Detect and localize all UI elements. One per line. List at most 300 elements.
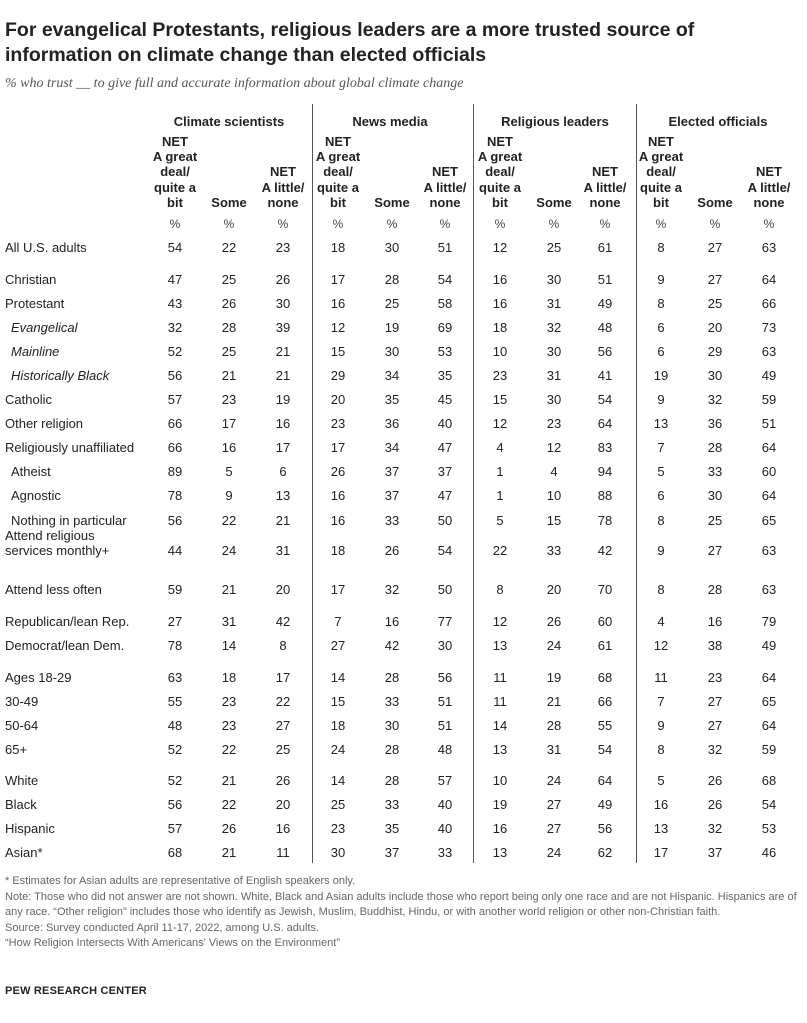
table-cell: 26 xyxy=(707,797,723,812)
table-cell: 66 xyxy=(167,440,183,455)
table-cell: 28 xyxy=(707,440,723,455)
table-cell: 47 xyxy=(437,488,453,503)
table-cell: 33 xyxy=(707,464,723,479)
table-cell: 47 xyxy=(167,272,183,287)
table-cell: 32 xyxy=(707,742,723,757)
table-cell: 88 xyxy=(597,488,613,503)
table-cell: 18 xyxy=(330,240,346,255)
table-cell: 20 xyxy=(330,392,346,407)
table-cell: 49 xyxy=(761,368,777,383)
column-header: Some xyxy=(536,194,572,210)
table-cell: 59 xyxy=(761,742,777,757)
table-cell: 79 xyxy=(761,614,777,629)
table-cell: 21 xyxy=(221,368,237,383)
table-cell: 51 xyxy=(761,416,777,431)
column-header: NET A little/ none xyxy=(261,164,305,210)
table-cell: 49 xyxy=(761,638,777,653)
row-label: All U.S. adults xyxy=(5,240,87,255)
table-cell: 30 xyxy=(275,296,291,311)
column-header: NET A little/ none xyxy=(747,164,791,210)
group-divider xyxy=(636,104,637,863)
row-label: Republican/lean Rep. xyxy=(5,614,130,629)
table-cell: 25 xyxy=(707,296,723,311)
row-label: Nothing in particular xyxy=(11,513,127,528)
table-cell: 23 xyxy=(707,670,723,685)
table-cell: 21 xyxy=(221,582,237,597)
table-cell: 16 xyxy=(492,272,508,287)
table-cell: 69 xyxy=(437,320,453,335)
table-cell: 54 xyxy=(761,797,777,812)
table-cell: 9 xyxy=(657,543,665,558)
table-cell: 53 xyxy=(437,344,453,359)
table-cell: 47 xyxy=(437,440,453,455)
row-label: Evangelical xyxy=(11,320,78,335)
table-cell: 19 xyxy=(275,392,291,407)
table-cell: 35 xyxy=(437,368,453,383)
table-cell: 16 xyxy=(492,296,508,311)
table-cell: 17 xyxy=(330,272,346,287)
table-cell: 63 xyxy=(761,582,777,597)
table-cell: 17 xyxy=(330,440,346,455)
table-cell: 66 xyxy=(167,416,183,431)
table-cell: 21 xyxy=(275,344,291,359)
chart-subtitle: % who trust __ to give full and accurate information about global climate change xyxy=(5,76,464,91)
row-label: Other religion xyxy=(5,416,84,431)
table-cell: 25 xyxy=(330,797,346,812)
table-cell: 66 xyxy=(597,694,613,709)
table-cell: 27 xyxy=(707,718,723,733)
pew-branding: PEW RESEARCH CENTER xyxy=(5,985,147,997)
table-cell: 8 xyxy=(657,513,665,528)
table-cell: 33 xyxy=(384,694,400,709)
table-cell: 50 xyxy=(437,513,453,528)
percent-unit-label: % xyxy=(494,217,506,231)
table-cell: 32 xyxy=(546,320,562,335)
table-cell: 16 xyxy=(330,488,346,503)
table-cell: 26 xyxy=(707,773,723,788)
table-cell: 37 xyxy=(384,845,400,860)
table-cell: 24 xyxy=(546,845,562,860)
table-cell: 23 xyxy=(275,240,291,255)
table-cell: 31 xyxy=(275,543,291,558)
table-cell: 4 xyxy=(657,614,665,629)
table-cell: 26 xyxy=(275,272,291,287)
table-cell: 41 xyxy=(597,368,613,383)
table-cell: 57 xyxy=(167,392,183,407)
table-cell: 58 xyxy=(437,296,453,311)
table-cell: 12 xyxy=(546,440,562,455)
table-cell: 27 xyxy=(707,240,723,255)
table-cell: 22 xyxy=(221,742,237,757)
table-cell: 64 xyxy=(761,718,777,733)
table-cell: 13 xyxy=(492,638,508,653)
note-methodology: Note: Those who did not answer are not shown. White, Black and Asian adults include those who report being only one race and are not Hispanic. Hispanics are of any race. “Other religion” includes those who identify as Jewish, Muslim, Buddhist, Hindu, or with another world religion or other non-Christian faith. xyxy=(5,890,797,918)
table-cell: 16 xyxy=(384,614,400,629)
table-cell: 27 xyxy=(707,272,723,287)
table-cell: 27 xyxy=(707,543,723,558)
table-cell: 15 xyxy=(492,392,508,407)
table-cell: 26 xyxy=(546,614,562,629)
table-cell: 30 xyxy=(546,392,562,407)
percent-unit-label: % xyxy=(599,217,611,231)
table-cell: 25 xyxy=(707,513,723,528)
table-cell: 20 xyxy=(275,797,291,812)
table-cell: 6 xyxy=(279,464,287,479)
group-title-religious-leaders: Religious leaders xyxy=(501,114,609,129)
row-label: Hispanic xyxy=(5,821,55,836)
table-cell: 30 xyxy=(384,240,400,255)
table-cell: 14 xyxy=(221,638,237,653)
percent-unit-label: % xyxy=(655,217,667,231)
table-cell: 8 xyxy=(657,742,665,757)
table-cell: 45 xyxy=(437,392,453,407)
table-cell: 56 xyxy=(167,797,183,812)
table-cell: 18 xyxy=(330,543,346,558)
table-cell: 20 xyxy=(546,582,562,597)
table-cell: 35 xyxy=(384,392,400,407)
table-cell: 37 xyxy=(707,845,723,860)
table-cell: 68 xyxy=(167,845,183,860)
table-cell: 57 xyxy=(167,821,183,836)
table-cell: 17 xyxy=(221,416,237,431)
row-label: Ages 18-29 xyxy=(5,670,72,685)
table-cell: 23 xyxy=(546,416,562,431)
table-cell: 30 xyxy=(330,845,346,860)
column-header: NET A little/ none xyxy=(423,164,467,210)
table-cell: 63 xyxy=(761,240,777,255)
table-cell: 25 xyxy=(221,272,237,287)
table-cell: 13 xyxy=(492,742,508,757)
table-cell: 12 xyxy=(330,320,346,335)
table-cell: 35 xyxy=(384,821,400,836)
table-cell: 25 xyxy=(546,240,562,255)
column-header: NET A great deal/ quite a bit xyxy=(315,134,361,210)
table-cell: 65 xyxy=(761,694,777,709)
row-label: Atheist xyxy=(11,464,51,479)
table-cell: 10 xyxy=(492,344,508,359)
table-cell: 23 xyxy=(221,718,237,733)
table-cell: 17 xyxy=(275,440,291,455)
table-cell: 32 xyxy=(167,320,183,335)
table-cell: 94 xyxy=(597,464,613,479)
table-cell: 68 xyxy=(597,670,613,685)
table-cell: 17 xyxy=(330,582,346,597)
table-cell: 21 xyxy=(221,773,237,788)
table-cell: 64 xyxy=(761,488,777,503)
table-cell: 30 xyxy=(384,344,400,359)
table-cell: 26 xyxy=(275,773,291,788)
table-cell: 26 xyxy=(221,821,237,836)
table-cell: 29 xyxy=(330,368,346,383)
notes-section xyxy=(5,874,802,952)
table-cell: 39 xyxy=(275,320,291,335)
table-cell: 11 xyxy=(493,694,507,709)
table-cell: 62 xyxy=(597,845,613,860)
row-label: Mainline xyxy=(11,344,60,359)
table-cell: 54 xyxy=(167,240,183,255)
table-cell: 44 xyxy=(167,543,183,558)
table-cell: 17 xyxy=(653,845,669,860)
table-cell: 19 xyxy=(492,797,508,812)
table-cell: 9 xyxy=(657,718,665,733)
table-cell: 56 xyxy=(167,368,183,383)
table-cell: 30 xyxy=(546,344,562,359)
table-cell: 32 xyxy=(384,582,400,597)
table-cell: 18 xyxy=(221,670,237,685)
table-cell: 22 xyxy=(275,694,291,709)
table-cell: 27 xyxy=(546,797,562,812)
table-cell: 30 xyxy=(707,488,723,503)
table-cell: 23 xyxy=(330,416,346,431)
row-label: 65+ xyxy=(5,742,28,757)
table-cell: 33 xyxy=(437,845,453,860)
group-divider xyxy=(473,104,474,863)
table-cell: 25 xyxy=(275,742,291,757)
note-report-title: “How Religion Intersects With Americans’ Views on the Environment” xyxy=(5,937,341,949)
table-cell: 31 xyxy=(221,614,237,629)
table-cell: 78 xyxy=(167,638,183,653)
table-cell: 6 xyxy=(657,344,665,359)
table-cell: 33 xyxy=(546,543,562,558)
table-cell: 8 xyxy=(496,582,504,597)
table-cell: 28 xyxy=(707,582,723,597)
row-label: Black xyxy=(5,797,37,812)
table-cell: 63 xyxy=(761,543,777,558)
table-cell: 40 xyxy=(437,821,453,836)
table-cell: 6 xyxy=(657,488,665,503)
row-label: Agnostic xyxy=(11,488,61,503)
table-cell: 61 xyxy=(597,638,613,653)
table-cell: 54 xyxy=(597,742,613,757)
table-cell: 32 xyxy=(707,821,723,836)
table-cell: 19 xyxy=(384,320,400,335)
table-cell: 27 xyxy=(330,638,346,653)
table-cell: 56 xyxy=(167,513,183,528)
table-cell: 16 xyxy=(221,440,237,455)
table-cell: 28 xyxy=(384,670,400,685)
table-cell: 29 xyxy=(707,344,723,359)
table-cell: 42 xyxy=(597,543,613,558)
table-cell: 37 xyxy=(384,488,400,503)
table-cell: 68 xyxy=(761,773,777,788)
table-cell: 53 xyxy=(761,821,777,836)
table-cell: 48 xyxy=(167,718,183,733)
table-cell: 31 xyxy=(546,742,562,757)
table-cell: 1 xyxy=(496,464,504,479)
table-cell: 16 xyxy=(275,416,291,431)
table-cell: 20 xyxy=(275,582,291,597)
table-cell: 16 xyxy=(330,513,346,528)
table-cell: 60 xyxy=(761,464,777,479)
table-cell: 64 xyxy=(761,670,777,685)
table-cell: 34 xyxy=(384,440,400,455)
table-cell: 64 xyxy=(761,272,777,287)
column-header: NET A great deal/ quite a bit xyxy=(477,134,523,210)
table-cell: 22 xyxy=(221,240,237,255)
row-label: 50-64 xyxy=(5,718,39,733)
table-cell: 7 xyxy=(657,440,665,455)
table-cell: 54 xyxy=(437,272,453,287)
table-cell: 30 xyxy=(707,368,723,383)
table-cell: 18 xyxy=(492,320,508,335)
table-cell: 4 xyxy=(496,440,504,455)
group-title-news-media: News media xyxy=(352,114,428,129)
table-cell: 11 xyxy=(654,670,668,685)
percent-unit-label: % xyxy=(332,217,344,231)
table-cell: 23 xyxy=(330,821,346,836)
table-cell: 24 xyxy=(546,638,562,653)
table-cell: 56 xyxy=(597,821,613,836)
table-cell: 33 xyxy=(384,513,400,528)
table-cell: 27 xyxy=(275,718,291,733)
table-cell: 28 xyxy=(546,718,562,733)
table-cell: 21 xyxy=(221,845,237,860)
table-cell: 7 xyxy=(657,694,665,709)
row-label: Historically Black xyxy=(11,368,110,383)
table-cell: 51 xyxy=(437,718,453,733)
group-divider xyxy=(312,104,313,863)
percent-unit-label: % xyxy=(169,217,181,231)
table-cell: 83 xyxy=(597,440,613,455)
column-header: NET A great deal/ quite a bit xyxy=(638,134,684,210)
table-cell: 56 xyxy=(597,344,613,359)
table-cell: 14 xyxy=(492,718,508,733)
table-cell: 16 xyxy=(275,821,291,836)
table-cell: 9 xyxy=(657,392,665,407)
note-source: Source: Survey conducted April 11-17, 2022, among U.S. adults. xyxy=(5,921,320,934)
table-cell: 5 xyxy=(225,464,233,479)
table-cell: 70 xyxy=(597,582,613,597)
table-cell: 15 xyxy=(330,344,346,359)
table-cell: 5 xyxy=(496,513,504,528)
table-cell: 27 xyxy=(167,614,183,629)
table-cell: 51 xyxy=(437,694,453,709)
table-cell: 22 xyxy=(221,797,237,812)
percent-unit-label: % xyxy=(386,217,398,231)
table-cell: 13 xyxy=(492,845,508,860)
table-cell: 14 xyxy=(330,773,346,788)
table-cell: 24 xyxy=(546,773,562,788)
table-cell: 42 xyxy=(275,614,291,629)
table-cell: 23 xyxy=(492,368,508,383)
table-cell: 16 xyxy=(492,821,508,836)
table-cell: 40 xyxy=(437,416,453,431)
table-cell: 48 xyxy=(437,742,453,757)
table-cell: 49 xyxy=(597,797,613,812)
table-cell: 15 xyxy=(546,513,562,528)
table-cell: 21 xyxy=(275,513,291,528)
column-header: Some xyxy=(374,194,410,210)
table-cell: 26 xyxy=(221,296,237,311)
table-cell: 73 xyxy=(761,320,777,335)
table-cell: 64 xyxy=(597,416,613,431)
table-cell: 37 xyxy=(437,464,453,479)
percent-unit-label: % xyxy=(223,217,235,231)
table-cell: 27 xyxy=(546,821,562,836)
table-cell: 18 xyxy=(330,718,346,733)
table-cell: 46 xyxy=(761,845,777,860)
table-cell: 9 xyxy=(225,488,233,503)
row-label: Christian xyxy=(5,272,57,287)
table-cell: 57 xyxy=(437,773,453,788)
table-cell: 25 xyxy=(221,344,237,359)
table-cell: 48 xyxy=(597,320,613,335)
row-label: Catholic xyxy=(5,392,52,407)
table-cell: 22 xyxy=(221,513,237,528)
percent-unit-label: % xyxy=(277,217,289,231)
column-header: Some xyxy=(211,194,247,210)
table-cell: 31 xyxy=(546,296,562,311)
table-cell: 4 xyxy=(550,464,558,479)
table-cell: 37 xyxy=(384,464,400,479)
table-cell: 24 xyxy=(330,742,346,757)
table-cell: 50 xyxy=(437,582,453,597)
table-cell: 30 xyxy=(437,638,453,653)
table-cell: 30 xyxy=(546,272,562,287)
column-header: NET A great deal/ quite a bit xyxy=(152,134,198,210)
table-cell: 26 xyxy=(330,464,346,479)
table-cell: 51 xyxy=(597,272,613,287)
table-cell: 52 xyxy=(167,344,183,359)
table-cell: 28 xyxy=(384,742,400,757)
table-cell: 61 xyxy=(597,240,613,255)
row-label: Asian* xyxy=(5,845,43,860)
note-asian-footnote: * Estimates for Asian adults are representative of English speakers only. xyxy=(5,875,356,887)
table-cell: 36 xyxy=(707,416,723,431)
row-label: Attend religious services monthly+ xyxy=(5,528,110,558)
table-cell: 23 xyxy=(221,694,237,709)
table-cell: 5 xyxy=(657,773,665,788)
table-cell: 13 xyxy=(653,821,669,836)
table-cell: 10 xyxy=(546,488,562,503)
table-cell: 28 xyxy=(384,773,400,788)
table-cell: 52 xyxy=(167,742,183,757)
table-cell: 59 xyxy=(761,392,777,407)
table-cell: 89 xyxy=(167,464,183,479)
table-cell: 19 xyxy=(653,368,669,383)
table-cell: 17 xyxy=(275,670,291,685)
table-cell: 21 xyxy=(275,368,291,383)
row-label: White xyxy=(5,773,39,788)
table-cell: 64 xyxy=(597,773,613,788)
table-cell: 30 xyxy=(384,718,400,733)
table-cell: 34 xyxy=(384,368,400,383)
table-cell: 8 xyxy=(657,240,665,255)
table-cell: 11 xyxy=(276,845,290,860)
table-cell: 6 xyxy=(657,320,665,335)
table-cell: 8 xyxy=(657,296,665,311)
row-label: 30-49 xyxy=(5,694,39,709)
table-cell: 51 xyxy=(437,240,453,255)
table-cell: 13 xyxy=(653,416,669,431)
row-label: Religiously unaffiliated xyxy=(5,440,135,455)
table-cell: 7 xyxy=(334,614,342,629)
table-cell: 64 xyxy=(761,440,777,455)
table-cell: 12 xyxy=(492,240,508,255)
table-cell: 32 xyxy=(707,392,723,407)
table-cell: 16 xyxy=(653,797,669,812)
table-cell: 49 xyxy=(597,296,613,311)
table-cell: 36 xyxy=(384,416,400,431)
table-cell: 31 xyxy=(546,368,562,383)
table-cell: 16 xyxy=(330,296,346,311)
table-cell: 25 xyxy=(384,296,400,311)
table-cell: 63 xyxy=(761,344,777,359)
group-title-elected-officials: Elected officials xyxy=(668,114,768,129)
table-cell: 26 xyxy=(384,543,400,558)
table-cell: 27 xyxy=(707,694,723,709)
table-cell: 15 xyxy=(330,694,346,709)
